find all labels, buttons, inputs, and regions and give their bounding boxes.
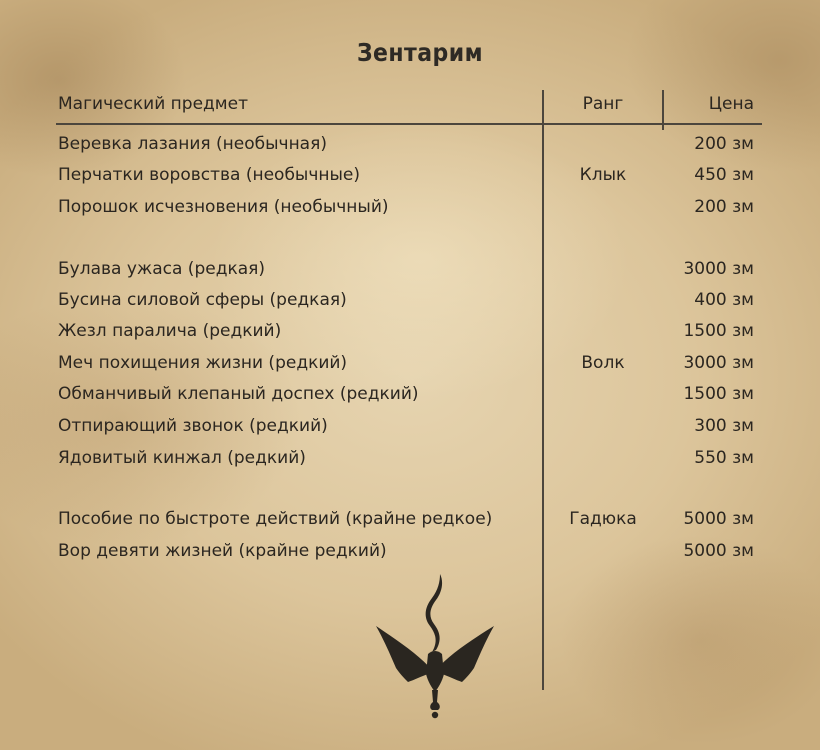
table-row <box>0 321 820 351</box>
table-row <box>0 134 820 164</box>
rank-label: Волк <box>581 353 625 373</box>
table-row <box>0 384 820 414</box>
column-header-item: Магический предмет <box>58 94 248 114</box>
item-price: 550 зм <box>694 448 754 468</box>
rank-label: Гадюка <box>569 509 637 529</box>
item-price: 400 зм <box>694 290 754 310</box>
item-name: Жезл паралича (редкий) <box>58 321 282 341</box>
item-name: Веревка лазания (необычная) <box>58 134 327 154</box>
item-price: 200 зм <box>694 134 754 154</box>
item-name: Отпирающий звонок (редкий) <box>58 416 328 436</box>
item-price: 300 зм <box>694 416 754 436</box>
table-row <box>0 259 820 289</box>
table-row <box>0 509 820 539</box>
page-title: Зентарим <box>356 38 484 67</box>
item-name: Булава ужаса (редкая) <box>58 259 265 279</box>
table-row <box>0 353 820 383</box>
item-price: 200 зм <box>694 197 754 217</box>
header-divider <box>56 123 762 125</box>
item-name: Порошок исчезновения (необычный) <box>58 197 389 217</box>
item-name: Пособие по быстроте действий (крайне редкое) <box>58 509 493 529</box>
item-name: Меч похищения жизни (редкий) <box>58 353 348 373</box>
item-price: 3000 зм <box>683 353 754 373</box>
item-price: 3000 зм <box>683 259 754 279</box>
table-row <box>0 541 820 571</box>
table-row <box>0 416 820 446</box>
table-row <box>0 197 820 227</box>
item-price: 450 зм <box>694 165 754 185</box>
item-price: 5000 зм <box>683 541 754 561</box>
column-divider-right <box>662 90 664 130</box>
dragon-emblem-icon <box>370 570 500 720</box>
item-price: 1500 зм <box>683 321 754 341</box>
item-price: 5000 зм <box>683 509 754 529</box>
item-name: Бусина силовой сферы (редкая) <box>58 290 347 310</box>
table-row <box>0 448 820 478</box>
item-price: 1500 зм <box>683 384 754 404</box>
table-row <box>0 165 820 195</box>
table-row <box>0 290 820 320</box>
item-name: Перчатки воровства (необычные) <box>58 165 361 185</box>
rank-label: Клык <box>579 165 627 185</box>
column-header-price: Цена <box>708 94 754 114</box>
item-name: Обманчивый клепаный доспех (редкий) <box>58 384 419 404</box>
item-name: Ядовитый кинжал (редкий) <box>58 448 306 468</box>
column-header-rank: Ранг <box>582 94 624 114</box>
item-name: Вор девяти жизней (крайне редкий) <box>58 541 387 561</box>
